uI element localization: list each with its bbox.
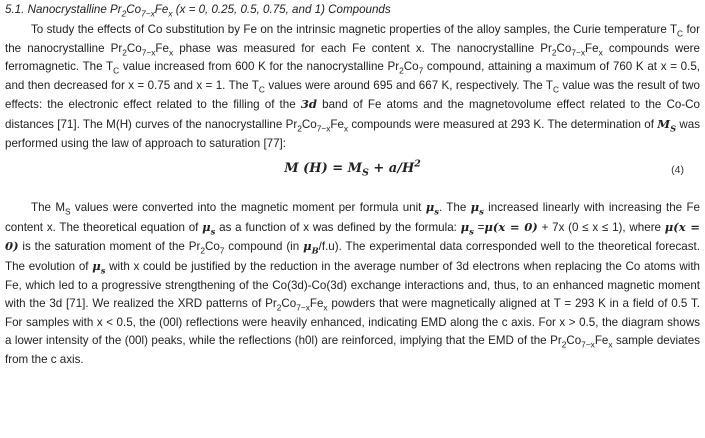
paragraph-curie-temperature: To study the effects of Co substitution by Fe on the intrinsic magnetic properties of the alloy samples, the Curie temperature $T_C$ for the nanocrystalline $Pr_2Co_{7-x}Fe_x$ phase was measured for each Fe content x. The nanocrystalline $Pr_2Co_{7-x}Fe_x$ compounds were ferromagnetic. The $T_C$ value increased from 600 K for the nanocrystalline $Pr_2Co_7$ compound, attaining a maximum of 760 K at x = 0.5, and then decreased for x = 0.75 and x = 1. The $T_C$ values were around 695 and 667 K, respectively. The $T_C$ value was the result of two effects: the electronic effect related to the filling of the 3d band of Fe atoms and the magnetovolume effect related to the Co-Co distances [71]. The M(H) curves of the nanocrystalline $Pr_2Co_{7-x}Fe_x$ compounds were measured at 293 K. The determination of $M_S$ was performed using the law of approach to saturation [77]: <box>5 23 700 150</box>
equation: M $(H) = M_S + a/H^2$ <box>284 158 421 179</box>
citation-link[interactable]: [77] <box>263 136 283 150</box>
citation-link[interactable]: [71] <box>66 297 86 311</box>
formula-prcofe: $Pr_2Co_{7-x}Fe_x$ <box>110 41 174 57</box>
equation-number: (4) <box>671 164 684 177</box>
ms-symbol: $M_S$ <box>657 116 677 134</box>
band-symbol: 3d <box>300 97 317 112</box>
paragraph-magnetic-moment: The $M_S$ values were converted into the magnetic moment per formula unit $\mu_s$. The $\mu_s$ increased linearly with increasing the Fe content x. The theoretical equation of $\mu_s$ as a function of x was defined by the formula: $\mu_s =\mu(x = 0) + 7x$ (0 ≤ x ≤ 1), where μ(x = 0) is the saturation moment of the $Pr_2Co_7$ compound (in $\mu_B/f.u$). The experimental data corresponded well to the theoretical forecast. The evolution of $\mu_s$ with x could be justified by the reduction in the average number of 3d electrons when replacing the Co atoms with Fe, which led to a progressive strengthening of the Co(3d)-Co(3d) exchange interactions and, thus, to an enhanced magnetic moment with the 3d [71]. We realized the XRD patterns of $Pr_2Co_{7-x}Fe_x$ powders that were magnetically aligned at T = 293 K in a field of 0.5 T. For samples with x < 0.5, the (00l) reflections were heavily enhanced, indicating EMD along the c axis. For x > 0.5, the diagram shows a lower intensity of the (00l) peaks, while the reflections (h0l) are reinforced, implying that the EMD of the $Pr_2Co_{7-x}Fe_x$ sample deviates from the c axis. <box>5 200 701 366</box>
section-number: 5.1. <box>5 3 25 16</box>
formula-prco7: $Pr_2Co_7$ <box>387 60 424 76</box>
citation-link[interactable]: [71] <box>57 117 77 131</box>
formula-prcofe: $Pr_2Co_{7-x}Fe_x$ <box>540 41 603 57</box>
equation-row <box>5 158 700 198</box>
section-heading: 5.1. Nanocrystalline $Pr_2Co_{7-x}Fe_x$ (x = 0, 0.25, 0.5, 0.75, and 1) Compounds <box>5 3 391 19</box>
tc-symbol: $T_C$ <box>669 23 684 39</box>
